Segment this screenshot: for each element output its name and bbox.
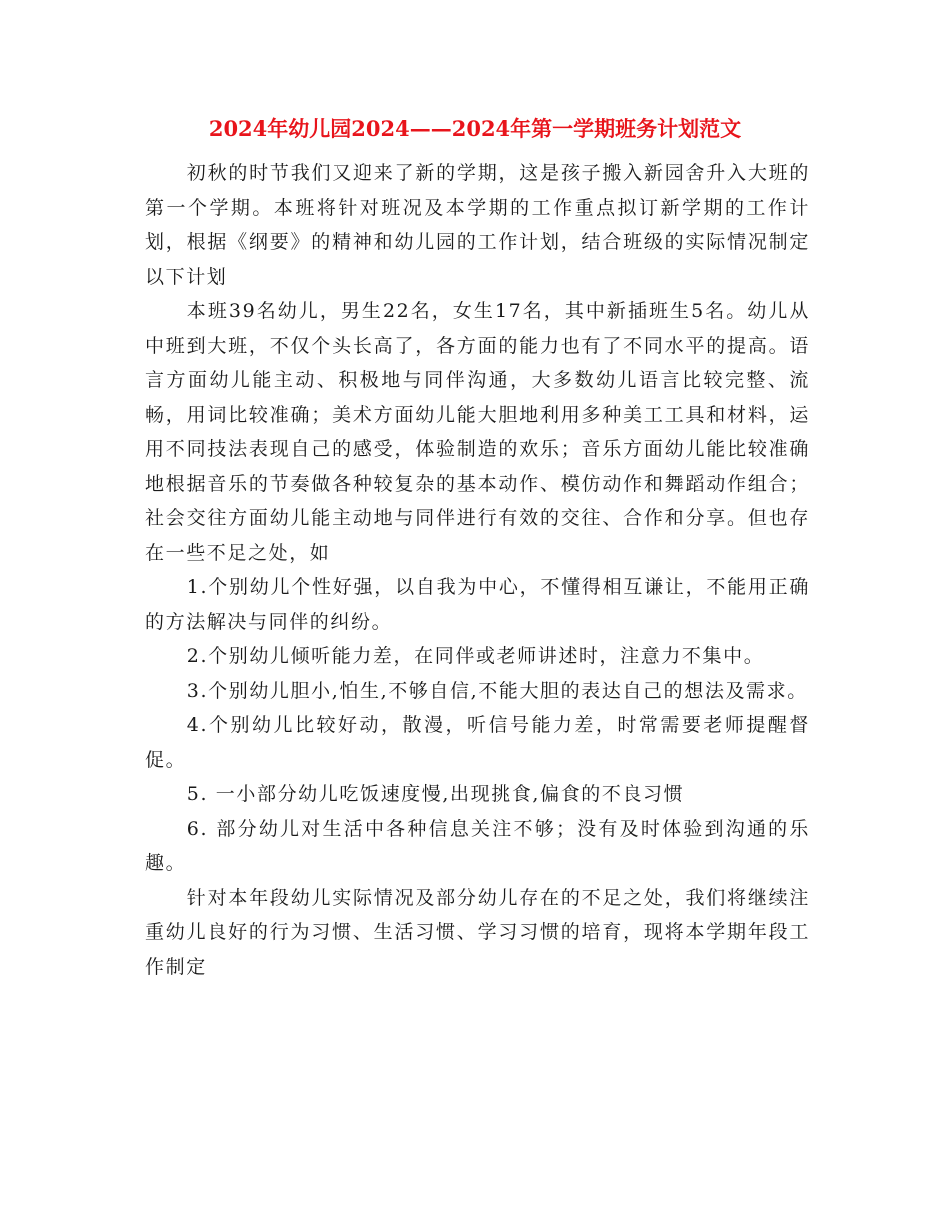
list-item-3: 3.个别幼儿胆小,怕生,不够自信,不能大胆的表达自己的想法及需求。	[186, 679, 808, 702]
paragraph-conclusion: 针对本年段幼儿实际情况及部分幼儿存在的不足之处，我们将继续注重幼儿良好的行为习惯、生活习惯、学习习惯的培育，现将本学期年段工作制定	[145, 886, 810, 978]
list-item-5: 5. 一小部分幼儿吃饭速度慢,出现挑食,偏食的不良习惯	[186, 783, 685, 805]
list-item-1: 1.个别幼儿个性好强，以自我为中心，不懂得相互谦让，不能用正确的方法解决与同伴的纠纷。	[145, 576, 810, 633]
document-title: 2024年幼儿园2024——2024年第一学期班务计划范文	[208, 116, 742, 141]
paragraph-class-overview: 本班39名幼儿，男生22名，女生17名，其中新插班生5名。幼儿从中班到大班，不仅个头长高了，各方面的能力也有了不同水平的提高。语言方面幼儿能主动、积极地与同伴沟通，大多数幼儿语言比较完整、流畅，用词比较准确；美术方面幼儿能大胆地利用多种美工工具和材料，运用不同技法表现自己的感受，体验制造的欢乐；音乐方面幼儿能比较准确地根据音乐的节奏做各种较复杂的基本动作、模仿动作和舞蹈动作组合；社会交往方面幼儿能主动地与同伴进行有效的交往、合作和分享。但也存在一些不足之处，如	[145, 300, 810, 564]
list-item-6: 6. 部分幼儿对生活中各种信息关注不够；没有及时体验到沟通的乐趣。	[145, 817, 810, 874]
document-body	[145, 156, 810, 984]
list-item-4: 4.个别幼儿比较好动，散漫，听信号能力差，时常需要老师提醒督促。	[145, 714, 810, 771]
paragraph-intro: 初秋的时节我们又迎来了新的学期，这是孩子搬入新园舍升入大班的第一个学期。本班将针对班况及本学期的工作重点拟订新学期的工作计划，根据《纲要》的精神和幼儿园的工作计划，结合班级的实际情况制定以下计划	[145, 162, 810, 288]
list-item-2: 2.个别幼儿倾听能力差，在同伴或老师讲述时，注意力不集中。	[186, 645, 765, 667]
